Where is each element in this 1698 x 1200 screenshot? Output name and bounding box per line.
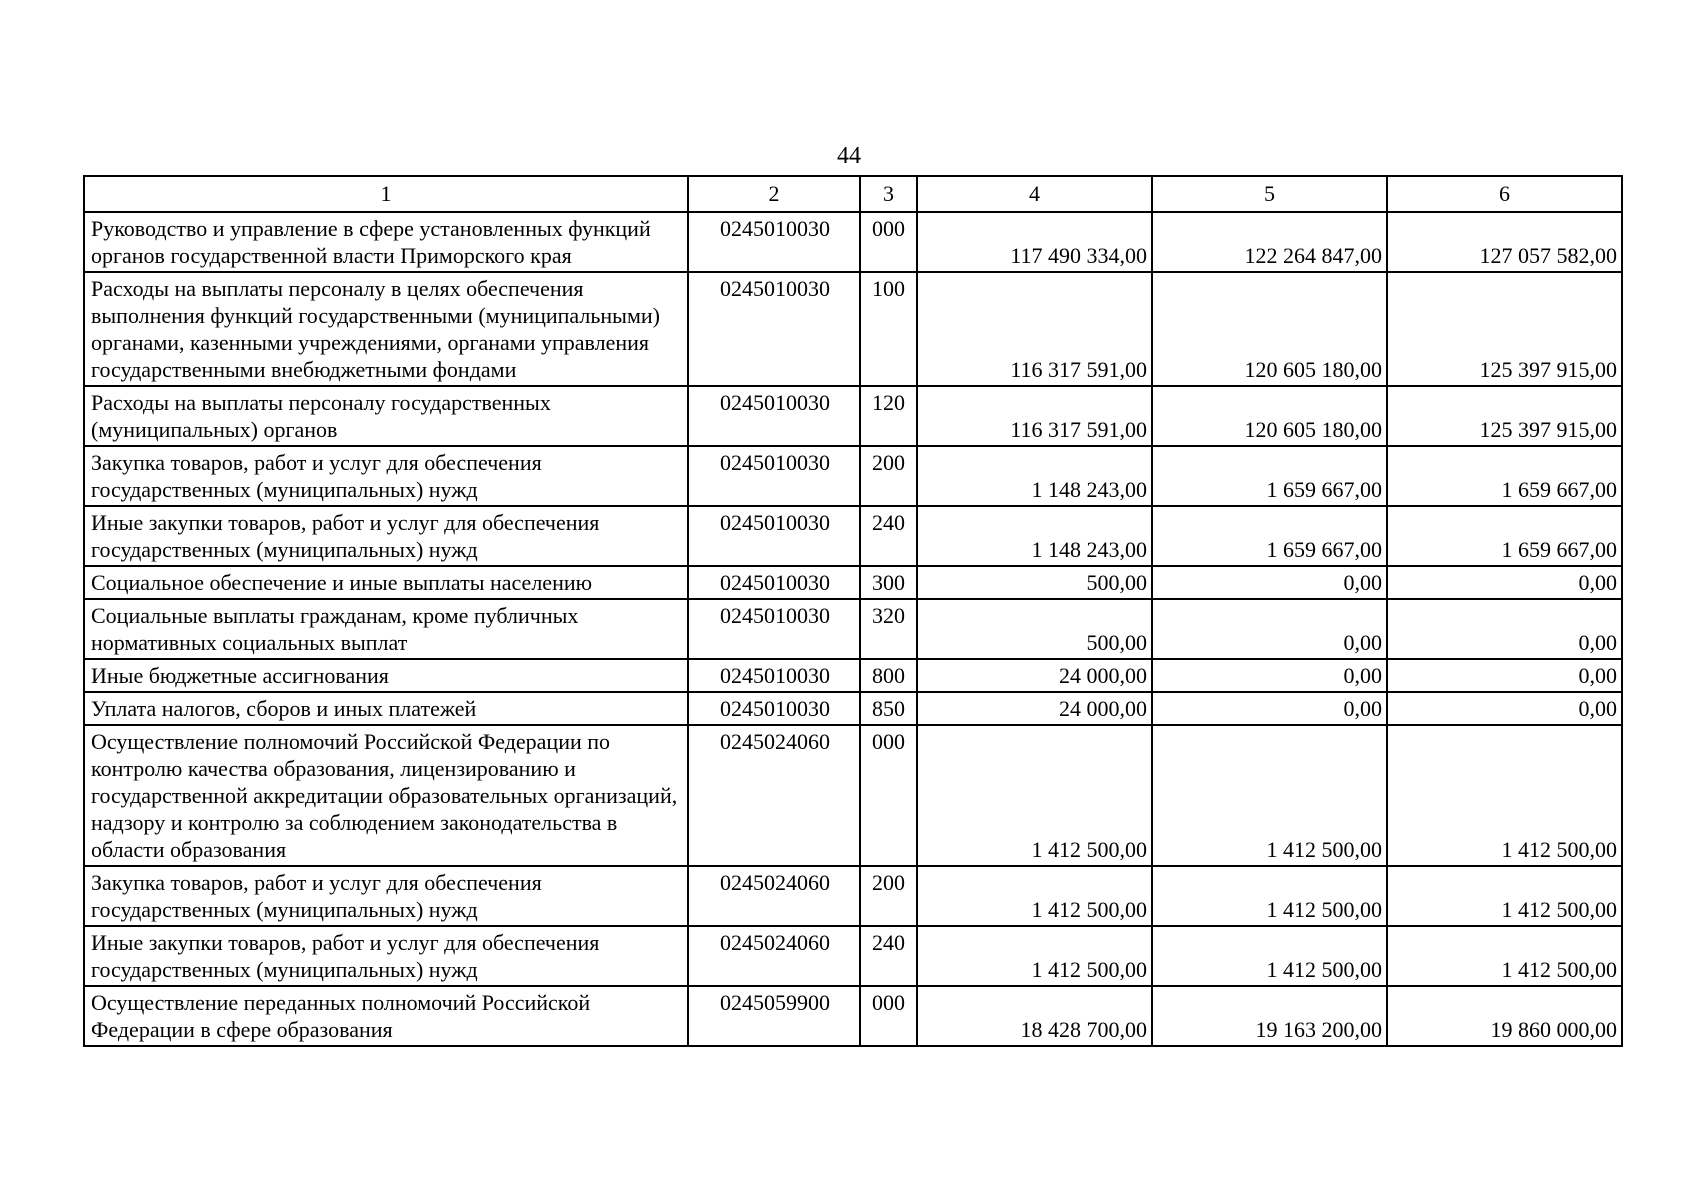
- row-name: Уплата налогов, сборов и иных платежей: [84, 692, 688, 725]
- row-code: 0245010030: [688, 599, 860, 659]
- row-amount-col5: 1 412 500,00: [1152, 725, 1387, 866]
- row-code: 0245010030: [688, 446, 860, 506]
- row-amount-col5: 1 412 500,00: [1152, 926, 1387, 986]
- row-type: 200: [860, 446, 917, 506]
- table-row: [84, 212, 1622, 272]
- row-amount-col4: 1 148 243,00: [917, 506, 1152, 566]
- row-code: 0245010030: [688, 386, 860, 446]
- column-header: 1: [84, 176, 688, 212]
- row-amount-col4: 1 412 500,00: [917, 866, 1152, 926]
- row-name: Социальные выплаты гражданам, кроме публичных нормативных социальных выплат: [84, 599, 688, 659]
- row-amount-col6: 19 860 000,00: [1387, 986, 1622, 1046]
- row-type: 000: [860, 986, 917, 1046]
- row-amount-col4: 24 000,00: [917, 659, 1152, 692]
- row-amount-col5: 0,00: [1152, 692, 1387, 725]
- row-type: 200: [860, 866, 917, 926]
- table-row: [84, 926, 1622, 986]
- row-amount-col4: 24 000,00: [917, 692, 1152, 725]
- header-row: [84, 176, 1622, 212]
- row-amount-col4: 1 148 243,00: [917, 446, 1152, 506]
- row-type: 100: [860, 272, 917, 386]
- row-amount-col5: 120 605 180,00: [1152, 386, 1387, 446]
- row-amount-col4: 500,00: [917, 566, 1152, 599]
- row-amount-col6: 1 659 667,00: [1387, 446, 1622, 506]
- row-name: Руководство и управление в сфере установленных функций органов государственной власти Приморского края: [84, 212, 688, 272]
- row-amount-col4: 116 317 591,00: [917, 272, 1152, 386]
- row-name: Социальное обеспечение и иные выплаты населению: [84, 566, 688, 599]
- table-row: [84, 446, 1622, 506]
- row-amount-col5: 0,00: [1152, 659, 1387, 692]
- row-code: 0245010030: [688, 566, 860, 599]
- row-name: Расходы на выплаты персоналу в целях обеспечения выполнения функций государственными (муниципальными) органами, казенными учреждениями, органами управления государственными внебюджетными фондами: [84, 272, 688, 386]
- row-amount-col5: 1 659 667,00: [1152, 446, 1387, 506]
- row-code: 0245010030: [688, 659, 860, 692]
- row-amount-col5: 1 659 667,00: [1152, 506, 1387, 566]
- row-amount-col4: 116 317 591,00: [917, 386, 1152, 446]
- row-type: 850: [860, 692, 917, 725]
- row-amount-col4: 1 412 500,00: [917, 926, 1152, 986]
- row-type: 000: [860, 212, 917, 272]
- row-amount-col5: 120 605 180,00: [1152, 272, 1387, 386]
- row-amount-col4: 18 428 700,00: [917, 986, 1152, 1046]
- row-code: 0245024060: [688, 725, 860, 866]
- row-type: 000: [860, 725, 917, 866]
- page-number: 44: [837, 143, 861, 169]
- row-amount-col6: 125 397 915,00: [1387, 386, 1622, 446]
- row-name: Иные закупки товаров, работ и услуг для обеспечения государственных (муниципальных) нужд: [84, 506, 688, 566]
- row-type: 300: [860, 566, 917, 599]
- column-header: 2: [688, 176, 860, 212]
- row-amount-col4: 1 412 500,00: [917, 725, 1152, 866]
- row-amount-col6: 0,00: [1387, 566, 1622, 599]
- column-header: 6: [1387, 176, 1622, 212]
- row-amount-col6: 127 057 582,00: [1387, 212, 1622, 272]
- table-row: [84, 272, 1622, 386]
- row-amount-col5: 19 163 200,00: [1152, 986, 1387, 1046]
- row-amount-col6: 1 412 500,00: [1387, 866, 1622, 926]
- row-amount-col5: 0,00: [1152, 566, 1387, 599]
- row-type: 240: [860, 506, 917, 566]
- row-amount-col4: 117 490 334,00: [917, 212, 1152, 272]
- row-amount-col6: 125 397 915,00: [1387, 272, 1622, 386]
- row-amount-col5: 1 412 500,00: [1152, 866, 1387, 926]
- row-type: 320: [860, 599, 917, 659]
- row-amount-col5: 122 264 847,00: [1152, 212, 1387, 272]
- row-amount-col6: 0,00: [1387, 659, 1622, 692]
- budget-table: [83, 175, 1623, 1047]
- row-code: 0245024060: [688, 866, 860, 926]
- row-code: 0245010030: [688, 272, 860, 386]
- row-amount-col4: 500,00: [917, 599, 1152, 659]
- row-amount-col6: 1 412 500,00: [1387, 725, 1622, 866]
- column-header: 5: [1152, 176, 1387, 212]
- row-name: Осуществление переданных полномочий Российской Федерации в сфере образования: [84, 986, 688, 1046]
- table-row: [84, 692, 1622, 725]
- row-code: 0245010030: [688, 506, 860, 566]
- row-name: Расходы на выплаты персоналу государственных (муниципальных) органов: [84, 386, 688, 446]
- row-amount-col6: 0,00: [1387, 692, 1622, 725]
- row-name: Закупка товаров, работ и услуг для обеспечения государственных (муниципальных) нужд: [84, 866, 688, 926]
- table-row: [84, 725, 1622, 866]
- row-amount-col5: 0,00: [1152, 599, 1387, 659]
- row-type: 800: [860, 659, 917, 692]
- row-name: Иные закупки товаров, работ и услуг для обеспечения государственных (муниципальных) нужд: [84, 926, 688, 986]
- row-amount-col6: 0,00: [1387, 599, 1622, 659]
- row-code: 0245024060: [688, 926, 860, 986]
- row-type: 240: [860, 926, 917, 986]
- table-row: [84, 566, 1622, 599]
- column-header: 3: [860, 176, 917, 212]
- table-row: [84, 386, 1622, 446]
- row-code: 0245010030: [688, 212, 860, 272]
- row-name: Иные бюджетные ассигнования: [84, 659, 688, 692]
- column-header: 4: [917, 176, 1152, 212]
- row-name: Закупка товаров, работ и услуг для обеспечения государственных (муниципальных) нужд: [84, 446, 688, 506]
- row-code: 0245059900: [688, 986, 860, 1046]
- row-type: 120: [860, 386, 917, 446]
- row-amount-col6: 1 659 667,00: [1387, 506, 1622, 566]
- row-code: 0245010030: [688, 692, 860, 725]
- table-row: [84, 659, 1622, 692]
- table-row: [84, 866, 1622, 926]
- row-amount-col6: 1 412 500,00: [1387, 926, 1622, 986]
- table-row: [84, 599, 1622, 659]
- table-row: [84, 506, 1622, 566]
- row-name: Осуществление полномочий Российской Федерации по контролю качества образования, лицензированию и государственной аккредитации образовательных организаций, надзору и контролю за соблюдением законодательства в области образования: [84, 725, 688, 866]
- table-row: [84, 986, 1622, 1046]
